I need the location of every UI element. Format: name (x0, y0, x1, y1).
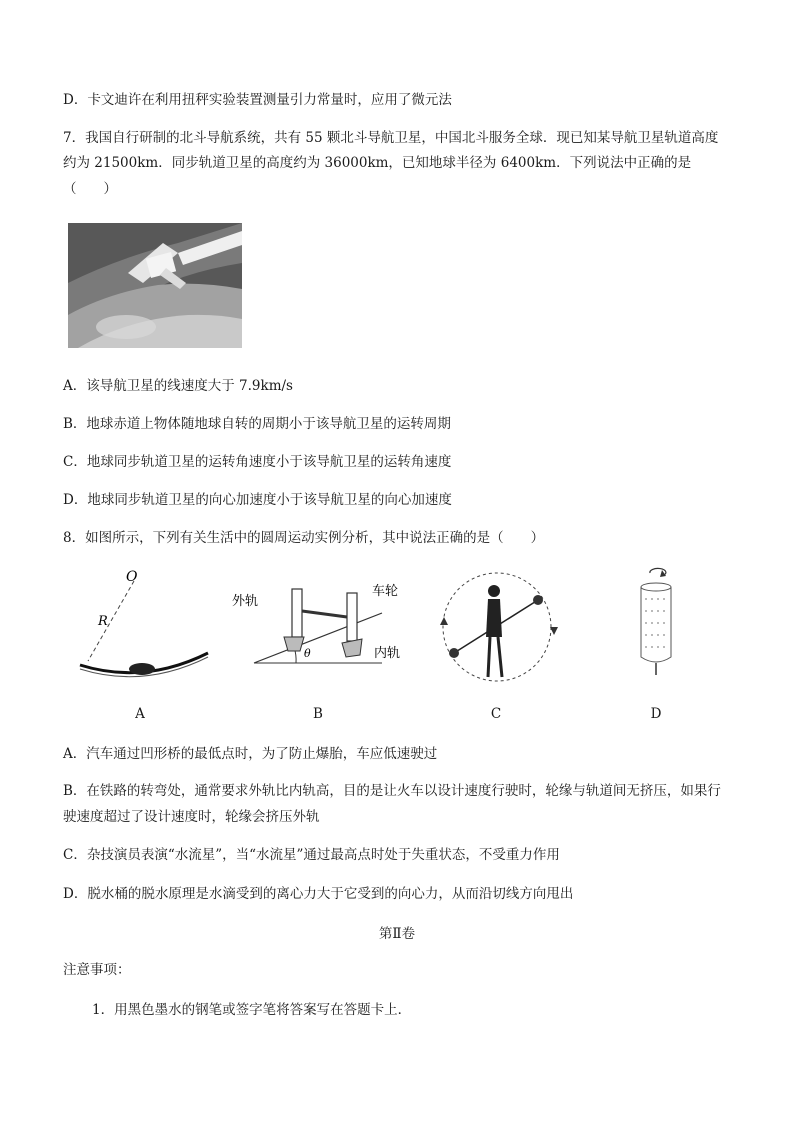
q8-option-d: D．脱水桶的脱水原理是水滴受到的离心力大于它受到的向心力，从而沿切线方向甩出 (63, 886, 574, 902)
figure-b-angle-theta: θ (304, 647, 311, 660)
car-shape (129, 663, 155, 675)
notice-heading: 注意事项： (63, 962, 131, 978)
satellite-photo (68, 223, 242, 348)
figure-caption-c: C (490, 706, 502, 722)
section-title: 第Ⅱ卷 (378, 926, 416, 942)
q7-option-b: B．地球赤道上物体随地球自转的周期小于该导航卫星的运转周期 (63, 416, 451, 432)
q8-option-c: C．杂技演员表演“水流星”，当“水流星”通过最高点时处于失重状态，不受重力作用 (63, 847, 560, 863)
figure-b-outer-rail-label: 外轨 (232, 593, 259, 608)
figure-b-inner-rail-label: 内轨 (374, 645, 401, 660)
figure-b-railway-curve (232, 565, 412, 675)
figure-caption-a: A (135, 706, 145, 722)
q7-option-c: C．地球同步轨道卫星的运转角速度小于该导航卫星的运转角速度 (63, 454, 452, 470)
q7-stem-line1: 7．我国自行研制的北斗导航系统，共有 55 颗北斗导航卫星，中国北斗服务全球．现已知某导航卫星轨道高度 (63, 130, 719, 146)
q8-option-b: B．在铁路的转弯处，通常要求外轨比内轨高，目的是让火车以设计速度行驶时，轮缘与轨道间无挤压，如果行驶速度超过了设计速度时，轮缘会挤压外轨 (63, 783, 721, 825)
figure-a-label-o: O (126, 569, 138, 585)
q7-option-d: D．地球同步轨道卫星的向心加速度小于该导航卫星的向心加速度 (63, 492, 452, 508)
drum-holes (645, 598, 665, 648)
q6-option-d: D．卡文迪许在利用扭秤实验装置测量引力常量时，应用了微元法 (63, 92, 452, 108)
q7-stem-line2: 约为 21500km．同步轨道卫星的高度约为 36000km，已知地球半径为 6400km．下列说法中正确的是 (63, 155, 692, 171)
figure-caption-d: D (650, 706, 662, 722)
figure-d-spin-dryer (632, 565, 682, 683)
figure-a-concave-bridge (74, 565, 214, 685)
figure-caption-b: B (313, 706, 323, 722)
figure-b-wheel-label: 车轮 (372, 583, 399, 598)
q7-option-a: A．该导航卫星的线速度大于 7.9km/s (63, 378, 293, 394)
notice-item-1: 1．用黑色墨水的钢笔或签字笔将答案写在答题卡上． (92, 1002, 412, 1018)
q7-answer-blank: （ ） (63, 181, 117, 197)
figure-c-water-meteor (440, 565, 560, 689)
q8-option-a: A．汽车通过凹形桥的最低点时，为了防止爆胎，车应低速驶过 (63, 746, 438, 762)
figure-a-label-r: R (98, 614, 108, 629)
q8-stem: 8．如图所示，下列有关生活中的圆周运动实例分析，其中说法正确的是（ ） (63, 530, 545, 546)
